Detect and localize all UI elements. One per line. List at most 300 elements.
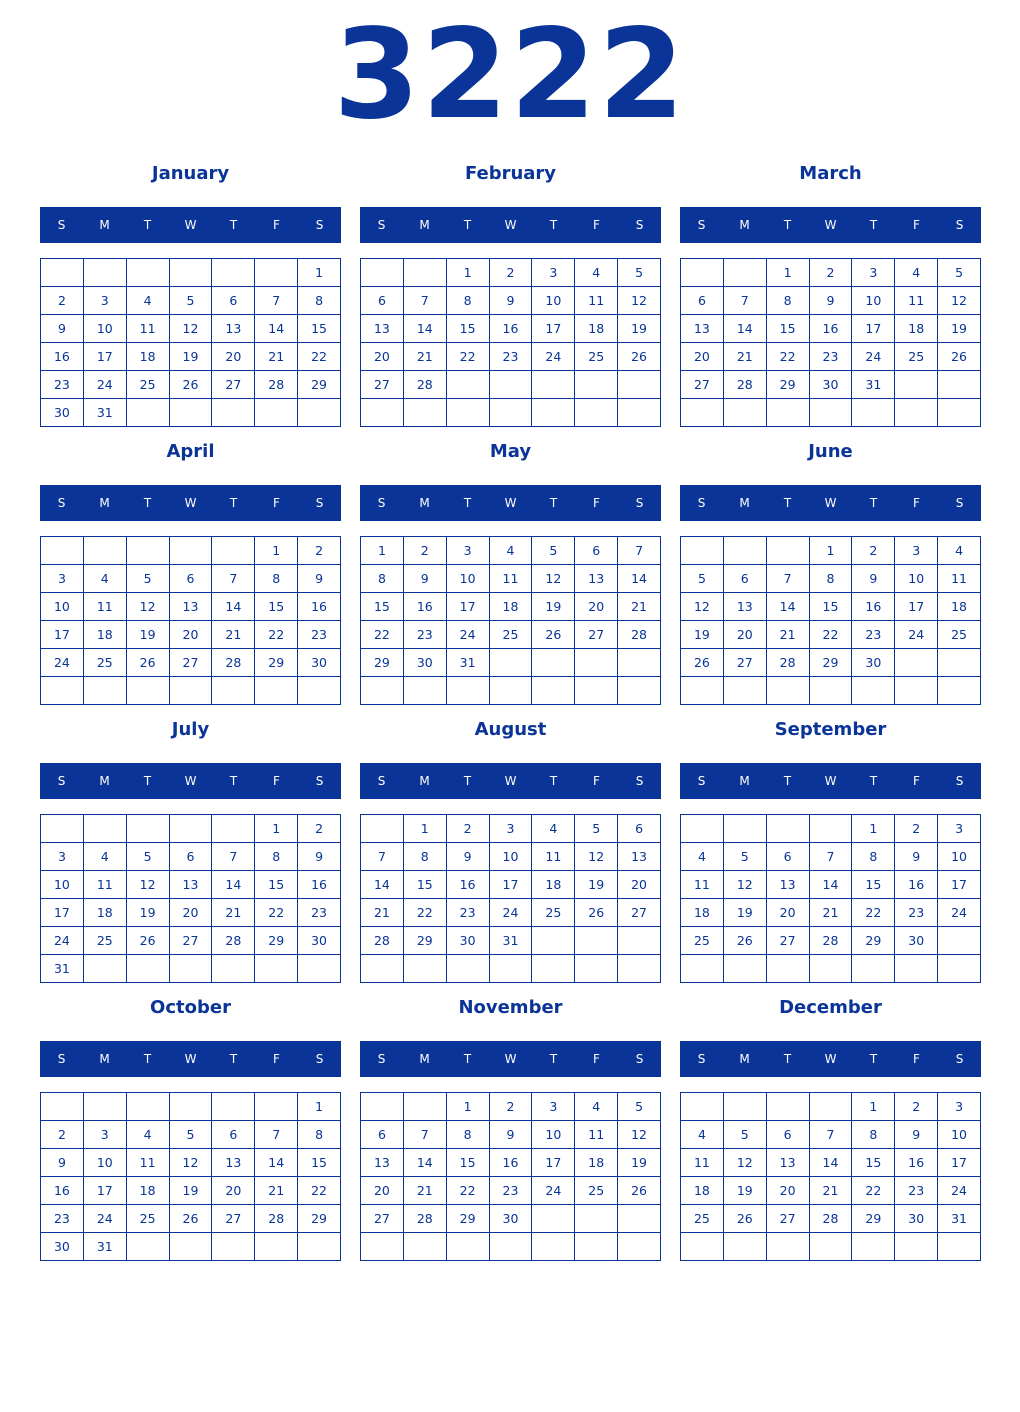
day-grid xyxy=(680,536,981,705)
empty-cell xyxy=(361,955,404,983)
weekday-label: M xyxy=(99,774,110,788)
day-cell: 10 xyxy=(852,287,895,315)
empty-cell xyxy=(532,927,575,955)
day-cell: 1 xyxy=(852,1093,895,1121)
empty-cell xyxy=(532,371,575,399)
day-cell: 30 xyxy=(447,927,490,955)
day-cell: 5 xyxy=(532,537,575,565)
day-cell: 14 xyxy=(255,315,298,343)
month-name: July xyxy=(171,719,210,740)
empty-cell xyxy=(84,677,127,705)
day-cell: 22 xyxy=(447,1177,490,1205)
empty-cell xyxy=(84,537,127,565)
empty-cell xyxy=(170,1233,213,1261)
day-cell: 24 xyxy=(938,1177,981,1205)
day-cell: 30 xyxy=(298,649,341,677)
weekday-label: T xyxy=(783,218,792,232)
day-cell: 19 xyxy=(170,1177,213,1205)
day-cell: 25 xyxy=(127,1205,170,1233)
empty-cell xyxy=(127,1233,170,1261)
weekday-label: M xyxy=(739,496,750,510)
empty-cell xyxy=(127,1093,170,1121)
day-cell: 23 xyxy=(852,621,895,649)
day-cell: 10 xyxy=(84,1149,127,1177)
day-cell: 27 xyxy=(618,899,661,927)
day-cell: 16 xyxy=(895,1149,938,1177)
empty-cell xyxy=(852,955,895,983)
empty-cell xyxy=(810,677,853,705)
empty-cell xyxy=(255,677,298,705)
day-cell: 24 xyxy=(447,621,490,649)
day-cell: 30 xyxy=(404,649,447,677)
day-cell: 21 xyxy=(724,343,767,371)
month-name: November xyxy=(458,997,563,1018)
day-cell: 31 xyxy=(447,649,490,677)
empty-cell xyxy=(361,1233,404,1261)
weekday-header xyxy=(40,485,341,521)
day-cell: 19 xyxy=(938,315,981,343)
empty-cell xyxy=(938,1233,981,1261)
day-cell: 25 xyxy=(490,621,533,649)
day-cell: 14 xyxy=(361,871,404,899)
day-cell: 22 xyxy=(255,621,298,649)
day-cell: 13 xyxy=(212,1149,255,1177)
day-cell: 18 xyxy=(532,871,575,899)
weekday-label: F xyxy=(273,1052,280,1066)
day-cell: 7 xyxy=(212,565,255,593)
day-cell: 27 xyxy=(724,649,767,677)
day-cell: 6 xyxy=(170,565,213,593)
day-cell: 1 xyxy=(404,815,447,843)
empty-cell xyxy=(490,955,533,983)
day-cell: 23 xyxy=(41,371,84,399)
day-cell: 6 xyxy=(170,843,213,871)
day-cell: 24 xyxy=(490,899,533,927)
empty-cell xyxy=(724,399,767,427)
day-cell: 20 xyxy=(361,343,404,371)
empty-cell xyxy=(447,677,490,705)
weekday-label: T xyxy=(869,774,878,788)
weekday-label: S xyxy=(635,496,644,510)
weekday-header xyxy=(680,763,981,799)
empty-cell xyxy=(127,399,170,427)
empty-cell xyxy=(127,955,170,983)
day-cell: 6 xyxy=(767,843,810,871)
day-cell: 11 xyxy=(681,871,724,899)
day-cell: 15 xyxy=(447,315,490,343)
day-cell: 4 xyxy=(127,287,170,315)
day-cell: 9 xyxy=(810,287,853,315)
day-cell: 30 xyxy=(895,927,938,955)
empty-cell xyxy=(810,399,853,427)
day-grid xyxy=(40,258,341,427)
day-cell: 7 xyxy=(810,843,853,871)
day-cell: 16 xyxy=(895,871,938,899)
day-cell: 4 xyxy=(575,1093,618,1121)
day-cell: 20 xyxy=(212,1177,255,1205)
day-cell: 11 xyxy=(127,1149,170,1177)
empty-cell xyxy=(895,1233,938,1261)
empty-cell xyxy=(84,1093,127,1121)
day-cell: 31 xyxy=(84,1233,127,1261)
day-grid xyxy=(360,258,661,427)
day-cell: 1 xyxy=(255,537,298,565)
day-cell: 10 xyxy=(84,315,127,343)
day-cell: 14 xyxy=(618,565,661,593)
day-cell: 21 xyxy=(767,621,810,649)
day-cell: 21 xyxy=(255,1177,298,1205)
weekday-label: T xyxy=(143,218,152,232)
day-cell: 20 xyxy=(170,621,213,649)
day-cell: 14 xyxy=(724,315,767,343)
empty-cell xyxy=(212,677,255,705)
empty-cell xyxy=(170,677,213,705)
day-cell: 31 xyxy=(938,1205,981,1233)
day-cell: 10 xyxy=(938,843,981,871)
empty-cell xyxy=(681,677,724,705)
day-cell: 13 xyxy=(170,593,213,621)
day-cell: 6 xyxy=(575,537,618,565)
day-cell: 23 xyxy=(447,899,490,927)
weekday-label: T xyxy=(869,496,878,510)
day-cell: 24 xyxy=(895,621,938,649)
empty-cell xyxy=(895,677,938,705)
empty-cell xyxy=(127,537,170,565)
day-cell: 22 xyxy=(255,899,298,927)
day-cell: 7 xyxy=(212,843,255,871)
weekday-label: F xyxy=(273,774,280,788)
empty-cell xyxy=(575,927,618,955)
day-cell: 17 xyxy=(447,593,490,621)
day-cell: 5 xyxy=(170,1121,213,1149)
day-cell: 11 xyxy=(84,593,127,621)
empty-cell xyxy=(255,955,298,983)
day-cell: 27 xyxy=(212,371,255,399)
day-cell: 22 xyxy=(404,899,447,927)
empty-cell xyxy=(810,1233,853,1261)
day-cell: 13 xyxy=(767,1149,810,1177)
day-cell: 22 xyxy=(767,343,810,371)
day-cell: 3 xyxy=(41,843,84,871)
empty-cell xyxy=(532,1233,575,1261)
day-cell: 10 xyxy=(41,871,84,899)
empty-cell xyxy=(618,1205,661,1233)
day-cell: 13 xyxy=(618,843,661,871)
day-cell: 8 xyxy=(767,287,810,315)
weekday-label: F xyxy=(273,496,280,510)
empty-cell xyxy=(361,259,404,287)
day-cell: 15 xyxy=(810,593,853,621)
weekday-label: S xyxy=(955,774,964,788)
day-cell: 25 xyxy=(681,1205,724,1233)
day-cell: 7 xyxy=(767,565,810,593)
day-cell: 19 xyxy=(681,621,724,649)
weekday-label: M xyxy=(419,218,430,232)
day-cell: 2 xyxy=(41,287,84,315)
day-cell: 30 xyxy=(852,649,895,677)
day-cell: 8 xyxy=(361,565,404,593)
empty-cell xyxy=(618,371,661,399)
weekday-label: S xyxy=(315,774,324,788)
day-cell: 21 xyxy=(618,593,661,621)
weekday-label: S xyxy=(635,218,644,232)
day-cell: 3 xyxy=(895,537,938,565)
day-cell: 28 xyxy=(767,649,810,677)
day-cell: 29 xyxy=(404,927,447,955)
day-cell: 6 xyxy=(212,287,255,315)
empty-cell xyxy=(681,1233,724,1261)
day-cell: 16 xyxy=(298,871,341,899)
day-cell: 30 xyxy=(810,371,853,399)
day-cell: 9 xyxy=(41,315,84,343)
day-cell: 14 xyxy=(212,871,255,899)
day-cell: 14 xyxy=(255,1149,298,1177)
weekday-label: M xyxy=(99,1052,110,1066)
empty-cell xyxy=(618,649,661,677)
day-cell: 21 xyxy=(810,1177,853,1205)
day-cell: 12 xyxy=(618,287,661,315)
weekday-label: T xyxy=(229,218,238,232)
day-cell: 2 xyxy=(447,815,490,843)
empty-cell xyxy=(532,649,575,677)
day-cell: 29 xyxy=(255,649,298,677)
day-cell: 22 xyxy=(298,1177,341,1205)
day-cell: 28 xyxy=(810,1205,853,1233)
day-cell: 26 xyxy=(681,649,724,677)
day-cell: 23 xyxy=(41,1205,84,1233)
empty-cell xyxy=(212,537,255,565)
day-cell: 17 xyxy=(490,871,533,899)
weekday-label: F xyxy=(593,774,600,788)
weekday-label: W xyxy=(184,1052,197,1066)
empty-cell xyxy=(532,677,575,705)
day-cell: 10 xyxy=(532,1121,575,1149)
day-cell: 12 xyxy=(724,1149,767,1177)
day-cell: 12 xyxy=(170,315,213,343)
weekday-label: T xyxy=(783,496,792,510)
empty-cell xyxy=(255,1233,298,1261)
weekday-label: F xyxy=(273,218,280,232)
empty-cell xyxy=(447,371,490,399)
empty-cell xyxy=(41,259,84,287)
day-cell: 5 xyxy=(681,565,724,593)
day-cell: 24 xyxy=(84,1205,127,1233)
weekday-label: T xyxy=(463,1052,472,1066)
day-cell: 12 xyxy=(170,1149,213,1177)
day-cell: 19 xyxy=(170,343,213,371)
day-cell: 14 xyxy=(404,315,447,343)
day-cell: 15 xyxy=(447,1149,490,1177)
empty-cell xyxy=(724,259,767,287)
day-grid xyxy=(680,258,981,427)
empty-cell xyxy=(681,1093,724,1121)
weekday-label: T xyxy=(143,774,152,788)
day-cell: 25 xyxy=(681,927,724,955)
empty-cell xyxy=(938,399,981,427)
day-cell: 13 xyxy=(361,1149,404,1177)
day-cell: 4 xyxy=(575,259,618,287)
empty-cell xyxy=(767,955,810,983)
day-cell: 24 xyxy=(532,343,575,371)
day-cell: 7 xyxy=(404,1121,447,1149)
empty-cell xyxy=(84,955,127,983)
year-title: 3222 xyxy=(333,3,687,147)
weekday-label: W xyxy=(184,218,197,232)
day-cell: 23 xyxy=(298,899,341,927)
day-cell: 28 xyxy=(810,927,853,955)
day-cell: 15 xyxy=(298,315,341,343)
day-cell: 11 xyxy=(84,871,127,899)
weekday-label: T xyxy=(463,774,472,788)
empty-cell xyxy=(767,1093,810,1121)
month-name: May xyxy=(489,441,532,462)
weekday-label: S xyxy=(315,1052,324,1066)
empty-cell xyxy=(170,259,213,287)
day-grid xyxy=(360,814,661,983)
month-february xyxy=(360,162,661,432)
empty-cell xyxy=(575,399,618,427)
weekday-label: W xyxy=(184,774,197,788)
day-grid xyxy=(40,1092,341,1261)
day-cell: 23 xyxy=(490,1177,533,1205)
day-cell: 25 xyxy=(84,927,127,955)
day-cell: 17 xyxy=(852,315,895,343)
day-cell: 21 xyxy=(255,343,298,371)
day-cell: 15 xyxy=(404,871,447,899)
day-cell: 10 xyxy=(41,593,84,621)
empty-cell xyxy=(298,1233,341,1261)
day-cell: 23 xyxy=(490,343,533,371)
day-cell: 22 xyxy=(361,621,404,649)
day-cell: 18 xyxy=(575,315,618,343)
weekday-label: M xyxy=(99,496,110,510)
empty-cell xyxy=(575,371,618,399)
day-cell: 3 xyxy=(938,1093,981,1121)
day-cell: 25 xyxy=(938,621,981,649)
day-cell: 9 xyxy=(895,843,938,871)
day-grid xyxy=(40,814,341,983)
day-cell: 31 xyxy=(490,927,533,955)
day-cell: 27 xyxy=(212,1205,255,1233)
day-cell: 31 xyxy=(84,399,127,427)
day-cell: 2 xyxy=(810,259,853,287)
weekday-label: S xyxy=(635,1052,644,1066)
empty-cell xyxy=(618,677,661,705)
day-cell: 27 xyxy=(575,621,618,649)
weekday-label: W xyxy=(824,774,837,788)
day-cell: 18 xyxy=(84,899,127,927)
day-cell: 20 xyxy=(212,343,255,371)
day-cell: 8 xyxy=(298,287,341,315)
day-cell: 9 xyxy=(852,565,895,593)
day-cell: 17 xyxy=(41,621,84,649)
weekday-label: M xyxy=(99,218,110,232)
day-cell: 12 xyxy=(618,1121,661,1149)
weekday-header xyxy=(680,485,981,521)
empty-cell xyxy=(404,1233,447,1261)
empty-cell xyxy=(84,259,127,287)
weekday-label: W xyxy=(504,774,517,788)
empty-cell xyxy=(767,677,810,705)
empty-cell xyxy=(41,1093,84,1121)
weekday-label: W xyxy=(184,496,197,510)
empty-cell xyxy=(724,815,767,843)
day-cell: 21 xyxy=(212,621,255,649)
day-cell: 9 xyxy=(298,843,341,871)
weekday-header xyxy=(360,207,661,243)
day-cell: 21 xyxy=(361,899,404,927)
day-cell: 5 xyxy=(575,815,618,843)
day-cell: 26 xyxy=(938,343,981,371)
day-cell: 17 xyxy=(84,343,127,371)
day-cell: 26 xyxy=(618,1177,661,1205)
day-cell: 28 xyxy=(724,371,767,399)
empty-cell xyxy=(490,649,533,677)
day-cell: 26 xyxy=(724,1205,767,1233)
day-cell: 16 xyxy=(41,343,84,371)
day-cell: 27 xyxy=(767,1205,810,1233)
day-cell: 24 xyxy=(41,927,84,955)
weekday-label: T xyxy=(463,496,472,510)
day-cell: 10 xyxy=(532,287,575,315)
day-cell: 9 xyxy=(490,1121,533,1149)
weekday-label: M xyxy=(739,774,750,788)
empty-cell xyxy=(681,955,724,983)
empty-cell xyxy=(810,815,853,843)
day-cell: 13 xyxy=(767,871,810,899)
day-cell: 19 xyxy=(618,315,661,343)
empty-cell xyxy=(810,1093,853,1121)
day-cell: 8 xyxy=(447,287,490,315)
day-cell: 4 xyxy=(490,537,533,565)
day-cell: 12 xyxy=(938,287,981,315)
empty-cell xyxy=(447,955,490,983)
day-cell: 13 xyxy=(575,565,618,593)
month-may xyxy=(360,440,661,710)
day-cell: 2 xyxy=(895,1093,938,1121)
empty-cell xyxy=(724,537,767,565)
day-cell: 13 xyxy=(724,593,767,621)
day-cell: 29 xyxy=(852,927,895,955)
empty-cell xyxy=(767,537,810,565)
day-cell: 1 xyxy=(852,815,895,843)
day-cell: 25 xyxy=(575,1177,618,1205)
empty-cell xyxy=(255,259,298,287)
month-january xyxy=(40,162,341,432)
empty-cell xyxy=(298,955,341,983)
day-cell: 16 xyxy=(810,315,853,343)
day-cell: 8 xyxy=(852,1121,895,1149)
empty-cell xyxy=(170,955,213,983)
empty-cell xyxy=(532,955,575,983)
day-cell: 8 xyxy=(255,843,298,871)
month-name: February xyxy=(464,163,557,184)
weekday-label: S xyxy=(635,774,644,788)
weekday-label: F xyxy=(913,218,920,232)
day-cell: 22 xyxy=(447,343,490,371)
weekday-label: S xyxy=(377,496,386,510)
empty-cell xyxy=(767,1233,810,1261)
empty-cell xyxy=(490,399,533,427)
empty-cell xyxy=(724,1233,767,1261)
day-cell: 6 xyxy=(361,287,404,315)
empty-cell xyxy=(361,815,404,843)
day-cell: 1 xyxy=(361,537,404,565)
day-cell: 29 xyxy=(361,649,404,677)
day-cell: 13 xyxy=(681,315,724,343)
day-cell: 7 xyxy=(810,1121,853,1149)
day-cell: 15 xyxy=(255,593,298,621)
